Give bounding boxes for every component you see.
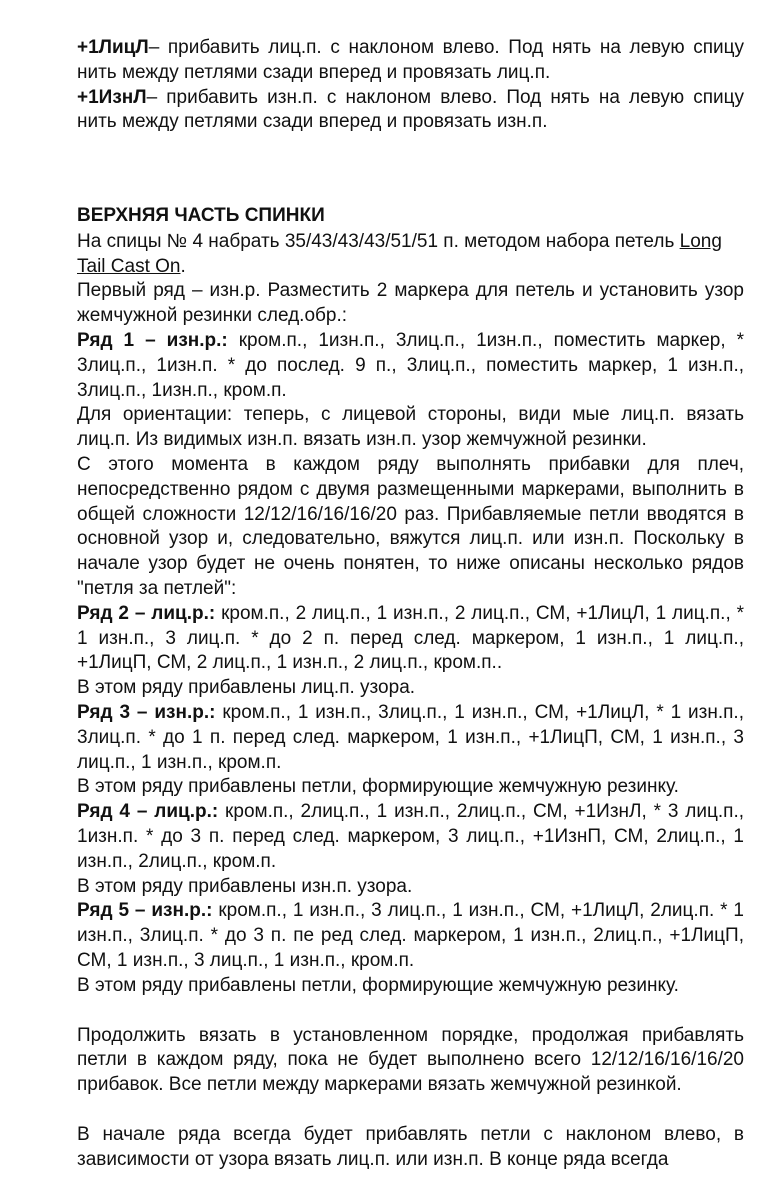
row-3-label: Ряд 3 – изн.р.: — [77, 701, 216, 723]
definition-text: – прибавить изн.п. с наклоном влево. Под нять на левую спицу нить между петлями сзади вперед и провязать изн.п. — [77, 86, 744, 133]
row-1-text: кром.п., 1изн.п., 3лиц.п., 1изн.п., поместить маркер, * 3лиц.п., 1изн.п. * до послед. 9 п., 3лиц.п., поместить маркер, 1 изн.п., 3лиц.п., 1изн.п., кром.п. — [77, 329, 744, 401]
intro-paragraph — [77, 230, 744, 280]
row-4-note: В этом ряду прибавлены изн.п. узора. — [77, 875, 413, 897]
paragraph-spacer — [77, 1098, 744, 1123]
definition-purl-left-increase — [77, 86, 744, 136]
row-5-text: кром.п., 1 изн.п., 3 лиц.п., 1 изн.п., СМ, +1ЛицЛ, 2лиц.п. * 1 изн.п., 3лиц.п. * до 3 п. пе ред след. маркером, 1 изн.п., 2лиц.п., +1ЛицП, СМ, 1 изн.п., 3 лиц.п., 1 изн.п., кром.п. — [77, 900, 744, 971]
row-5-note: В этом ряду прибавлены петли, формирующие жемчужную резинку. — [77, 974, 679, 996]
row-3-paragraph — [77, 701, 744, 775]
increases-paragraph: С этого момента в каждом ряду выполнять прибавки для плеч, непосредственно рядом с двумя размещенными маркерами, выполнить в общей сложности 12/12/16/16/16/20 раз. Прибавляемые петли вводятся в основной узор и, следовательно, вяжутся лиц.п. или изн.п. Поскольку в начале узор будет не очень понятен, то ниже описаны несколько рядов "петля за петлей": — [77, 453, 744, 599]
row-2-text: кром.п., 2 лиц.п., 1 изн.п., 2 лиц.п., СМ, +1ЛицЛ, 1 лиц.п., * 1 изн.п., 3 лиц.п. * до 2 п. перед след. маркером, 1 изн.п., 1 лиц.п., +1ЛицП, СМ, 2 лиц.п., 1 изн.п., 2 лиц.п., кром.п.. — [77, 602, 744, 674]
section-heading: ВЕРХНЯЯ ЧАСТЬ СПИНКИ — [77, 205, 325, 226]
row-4-paragraph — [77, 800, 744, 874]
definition-term: +1ЛицЛ — [77, 37, 149, 58]
row-start-paragraph: В начале ряда всегда будет прибавлять петли с наклоном влево, в зависимости от узора вязать лиц.п. или изн.п. В конце ряда всегда — [77, 1123, 744, 1170]
intro-text: На спицы № 4 набрать 35/43/43/43/51/51 п. методом набора петель — [77, 230, 680, 252]
row-2-paragraph — [77, 602, 744, 676]
intro-text-end: . — [180, 255, 186, 277]
first-row-paragraph: Первый ряд – изн.р. Разместить 2 маркера для петель и установить узор жемчужной резинки след.обр.: — [77, 280, 744, 327]
row-4-label: Ряд 4 – лиц.р.: — [77, 801, 219, 823]
row-1-paragraph — [77, 329, 744, 403]
definition-text: – прибавить лиц.п. с наклоном влево. Под нять на левую спицу нить между петлями сзади вперед и провязать лиц.п. — [77, 37, 744, 83]
upper-back-section — [77, 204, 744, 1172]
continue-paragraph: Продолжить вязать в установленном порядке, продолжая прибавлять петли в каждом ряду, пока не будет выполнено всего 12/12/16/16/16/20 прибавок. Все петли между маркерами вязать жемчужной резинкой. — [77, 1024, 744, 1096]
row-2-label: Ряд 2 – лиц.р.: — [77, 602, 216, 624]
abbreviation-definitions — [77, 36, 744, 135]
row-2-note: В этом ряду прибавлены лиц.п. узора. — [77, 677, 416, 699]
row-3-note: В этом ряду прибавлены петли, формирующие жемчужную резинку. — [77, 776, 679, 798]
orientation-paragraph: Для ориентации: теперь, с лицевой стороны, види мые лиц.п. вязать лиц.п. Из видимых изн.п. вязать изн.п. узор жемчужной резинки. — [77, 404, 744, 451]
row-5-paragraph — [77, 899, 744, 973]
row-1-label: Ряд 1 – изн.р.: — [77, 329, 228, 351]
row-3-text: кром.п., 1 изн.п., 3лиц.п., 1 изн.п., СМ, +1ЛицЛ, * 1 изн.п., 3лиц.п. * до 1 п. перед след. маркером, 1 изн.п., +1ЛицП, СМ, 1 изн.п., 3 лиц.п., 1 изн.п., кром.п. — [77, 701, 744, 773]
row-5-label: Ряд 5 – изн.р.: — [77, 900, 213, 922]
definition-knit-left-increase — [77, 36, 744, 86]
definition-term: +1ИзнЛ — [77, 86, 147, 108]
paragraph-spacer — [77, 999, 744, 1024]
cast-on-link[interactable]: Long Tail Cast On — [77, 230, 722, 277]
row-4-text: кром.п., 2лиц.п., 1 изн.п., 2лиц.п., СМ, +1ИзнЛ, * 3 лиц.п., 1изн.п. * до 3 п. перед след. маркером, 3 лиц.п., +1ИзнП, СМ, 2лиц.п., 1 изн.п., 2лиц.п., кром.п. — [77, 801, 745, 872]
